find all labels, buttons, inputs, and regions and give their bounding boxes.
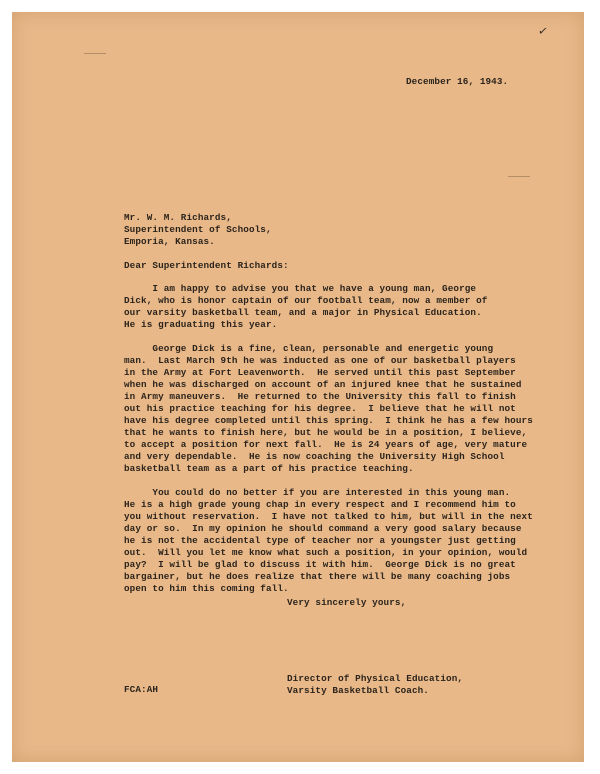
signature-title-line: Director of Physical Education, (287, 673, 464, 684)
paragraph-line: have his degree completed until this spring. I think he has a few hours (124, 415, 533, 426)
complimentary-close: Very sincerely yours, (287, 597, 407, 608)
paragraph-line: when he was discharged on account of an injured knee that he sustained (124, 379, 522, 390)
paragraph-line: pay? I will be glad to discuss it with him. George Dick is no great (124, 559, 516, 570)
paragraph-line: out. Will you let me know what such a position, in your opinion, would (124, 547, 528, 558)
paragraph-line: open to him this coming fall. (124, 583, 289, 594)
paragraph-line: George Dick is a fine, clean, personable and energetic young (124, 343, 494, 354)
signature-title-line: Varsity Basketball Coach. (287, 685, 429, 696)
paragraph-line: day or so. In my opinion he should command a very good salary because (124, 523, 522, 534)
paragraph-line: our varsity basketball team, and a major in Physical Education. (124, 307, 482, 318)
paragraph-line: that he wants to finish here, but he would be in a position, I believe, (124, 427, 528, 438)
paragraph-line: basketball team as a part of his practice teaching. (124, 463, 414, 474)
recipient-line: Superintendent of Schools, (124, 224, 272, 235)
paragraph-line: I am happy to advise you that we have a young man, George (124, 283, 477, 294)
margin-check-mark: ✓ (537, 23, 549, 39)
paragraph-line: Dick, who is honor captain of our football team, now a member of (124, 295, 488, 306)
hole-mark-left (84, 53, 106, 54)
paragraph-line: and very dependable. He is now coaching the University High School (124, 451, 505, 462)
recipient-line: Emporia, Kansas. (124, 236, 215, 247)
salutation: Dear Superintendent Richards: (124, 260, 289, 271)
reference-initials: FCA:AH (124, 684, 159, 695)
recipient-line: Mr. W. M. Richards, (124, 212, 232, 223)
paragraph-line: He is graduating this year. (124, 319, 278, 330)
paragraph-line: bargainer, but he does realize that there will be many coaching jobs (124, 571, 511, 582)
paragraph-line: out his practice teaching for his degree. I believe that he will not (124, 403, 516, 414)
paragraph-line: in the Army at Fort Leavenworth. He served until this past September (124, 367, 516, 378)
hole-mark-right (508, 176, 530, 177)
paragraph-line: you without reservation. I have not talked to him, but will in the next (124, 511, 533, 522)
paragraph-line: he is not the accidental type of teacher nor a youngster just getting (124, 535, 516, 546)
paragraph-line: He is a high grade young chap in every respect and I recommend him to (124, 499, 516, 510)
paragraph-line: in Army maneuvers. He returned to the University this fall to finish (124, 391, 516, 402)
letter-date: December 16, 1943. (406, 76, 509, 87)
paragraph-line: man. Last March 9th he was inducted as one of our basketball players (124, 355, 516, 366)
paragraph-line: to accept a position for next fall. He is 24 years of age, very mature (124, 439, 528, 450)
paragraph-line: You could do no better if you are interested in this young man. (124, 487, 511, 498)
